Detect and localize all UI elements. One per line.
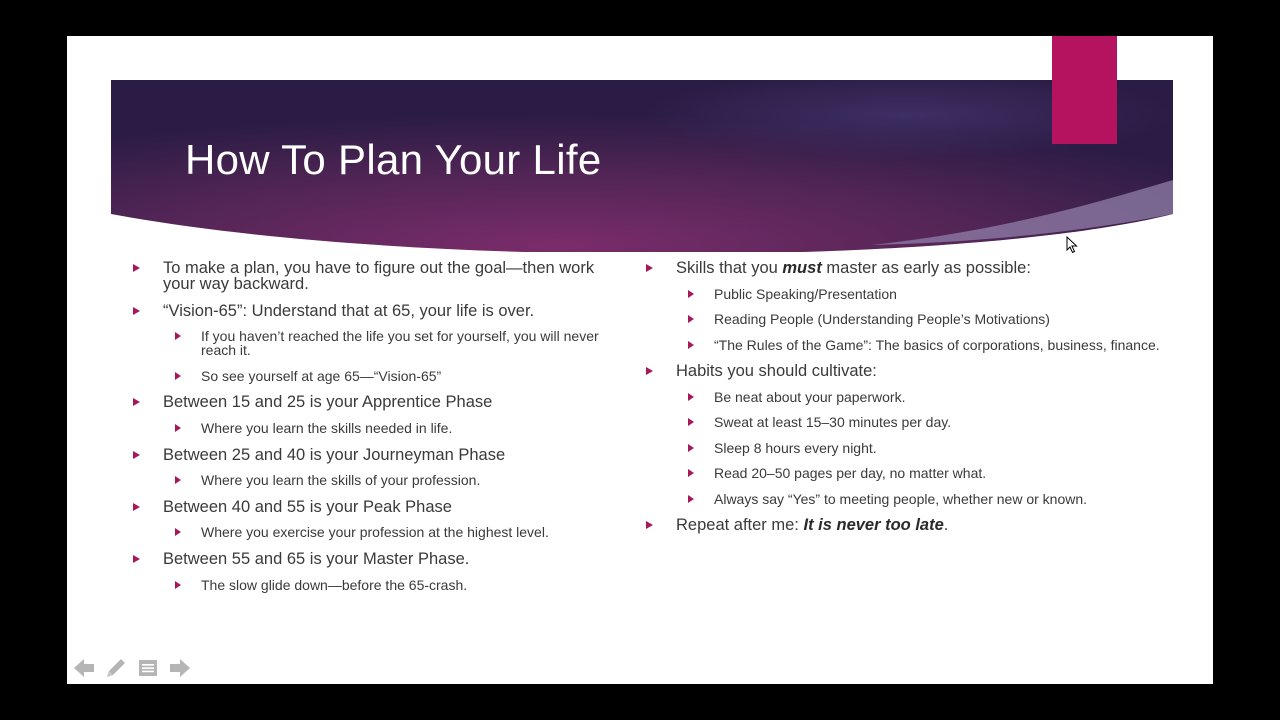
- emphasis-text: must: [782, 259, 822, 277]
- sub-bullet-item: The slow glide down—before the 65-crash.: [129, 578, 619, 592]
- bullet-item: Skills that you must master as early as possible:: [642, 260, 1162, 276]
- triangle-bullet-icon: [175, 476, 181, 484]
- sub-bullet-item: So see yourself at age 65—“Vision-65”: [129, 369, 619, 383]
- triangle-bullet-icon: [688, 290, 694, 298]
- triangle-bullet-icon: [688, 469, 694, 477]
- habits-list: [642, 390, 1162, 506]
- arrow-left-icon: [73, 658, 95, 678]
- sub-bullet-item: Read 20–50 pages per day, no matter what.: [642, 466, 1162, 480]
- triangle-bullet-icon: [175, 424, 181, 432]
- triangle-bullet-icon: [646, 367, 653, 375]
- previous-slide-button[interactable]: [72, 656, 96, 680]
- next-slide-button[interactable]: [168, 656, 192, 680]
- bullet-item: Between 25 and 40 is your Journeyman Phase: [129, 447, 619, 463]
- sub-bullet-item: “The Rules of the Game”: The basics of corporations, business, finance.: [642, 338, 1162, 352]
- sub-bullet-item: Where you learn the skills needed in life.: [129, 421, 619, 435]
- menu-icon: [138, 659, 158, 677]
- sub-bullet-item: Be neat about your paperwork.: [642, 390, 1162, 404]
- bullet-item: Between 40 and 55 is your Peak Phase: [129, 499, 619, 515]
- triangle-bullet-icon: [688, 315, 694, 323]
- triangle-bullet-icon: [688, 444, 694, 452]
- sub-bullet-item: Always say “Yes” to meeting people, whether new or known.: [642, 492, 1162, 506]
- bullet-item: Repeat after me: It is never too late.: [642, 517, 1162, 533]
- emphasis-text: It is never too late: [803, 516, 944, 535]
- slide-title: How To Plan Your Life: [185, 136, 602, 183]
- slide: [67, 36, 1213, 684]
- triangle-bullet-icon: [175, 332, 181, 340]
- slide-menu-button[interactable]: [136, 656, 160, 680]
- accent-tab: [1052, 36, 1117, 144]
- triangle-bullet-icon: [133, 398, 140, 406]
- triangle-bullet-icon: [688, 393, 694, 401]
- triangle-bullet-icon: [133, 451, 140, 459]
- left-column: [129, 260, 619, 603]
- sub-bullet-item: Sleep 8 hours every night.: [642, 441, 1162, 455]
- sub-bullet-item: If you haven’t reached the life you set for yourself, you will never reach it.: [129, 329, 619, 357]
- right-column: [642, 260, 1162, 544]
- triangle-bullet-icon: [133, 555, 140, 563]
- sub-bullet-item: Where you exercise your profession at the highest level.: [129, 525, 619, 539]
- bullet-item: To make a plan, you have to figure out the goal—then work your way backward.: [129, 260, 619, 292]
- sub-bullet-item: Reading People (Understanding People’s Motivations): [642, 312, 1162, 326]
- bullet-item: Habits you should cultivate:: [642, 363, 1162, 379]
- triangle-bullet-icon: [175, 581, 181, 589]
- triangle-bullet-icon: [133, 503, 140, 511]
- skills-list: [642, 287, 1162, 352]
- triangle-bullet-icon: [688, 341, 694, 349]
- triangle-bullet-icon: [646, 264, 653, 272]
- sub-bullet-item: Sweat at least 15–30 minutes per day.: [642, 415, 1162, 429]
- bullet-item: Between 55 and 65 is your Master Phase.: [129, 551, 619, 567]
- triangle-bullet-icon: [646, 521, 653, 529]
- pen-tool-button[interactable]: [104, 656, 128, 680]
- triangle-bullet-icon: [133, 264, 140, 272]
- bullet-item: Between 15 and 25 is your Apprentice Phase: [129, 394, 619, 410]
- sub-bullet-item: Where you learn the skills of your profession.: [129, 473, 619, 487]
- sub-bullet-item: Public Speaking/Presentation: [642, 287, 1162, 301]
- triangle-bullet-icon: [175, 372, 181, 380]
- triangle-bullet-icon: [175, 528, 181, 536]
- triangle-bullet-icon: [133, 307, 140, 315]
- bullet-item: “Vision-65”: Understand that at 65, your life is over.: [129, 303, 619, 319]
- arrow-right-icon: [169, 658, 191, 678]
- pen-icon: [105, 657, 127, 679]
- triangle-bullet-icon: [688, 418, 694, 426]
- presentation-toolbar: [72, 656, 192, 680]
- mouse-pointer-icon: [1066, 236, 1078, 259]
- triangle-bullet-icon: [688, 495, 694, 503]
